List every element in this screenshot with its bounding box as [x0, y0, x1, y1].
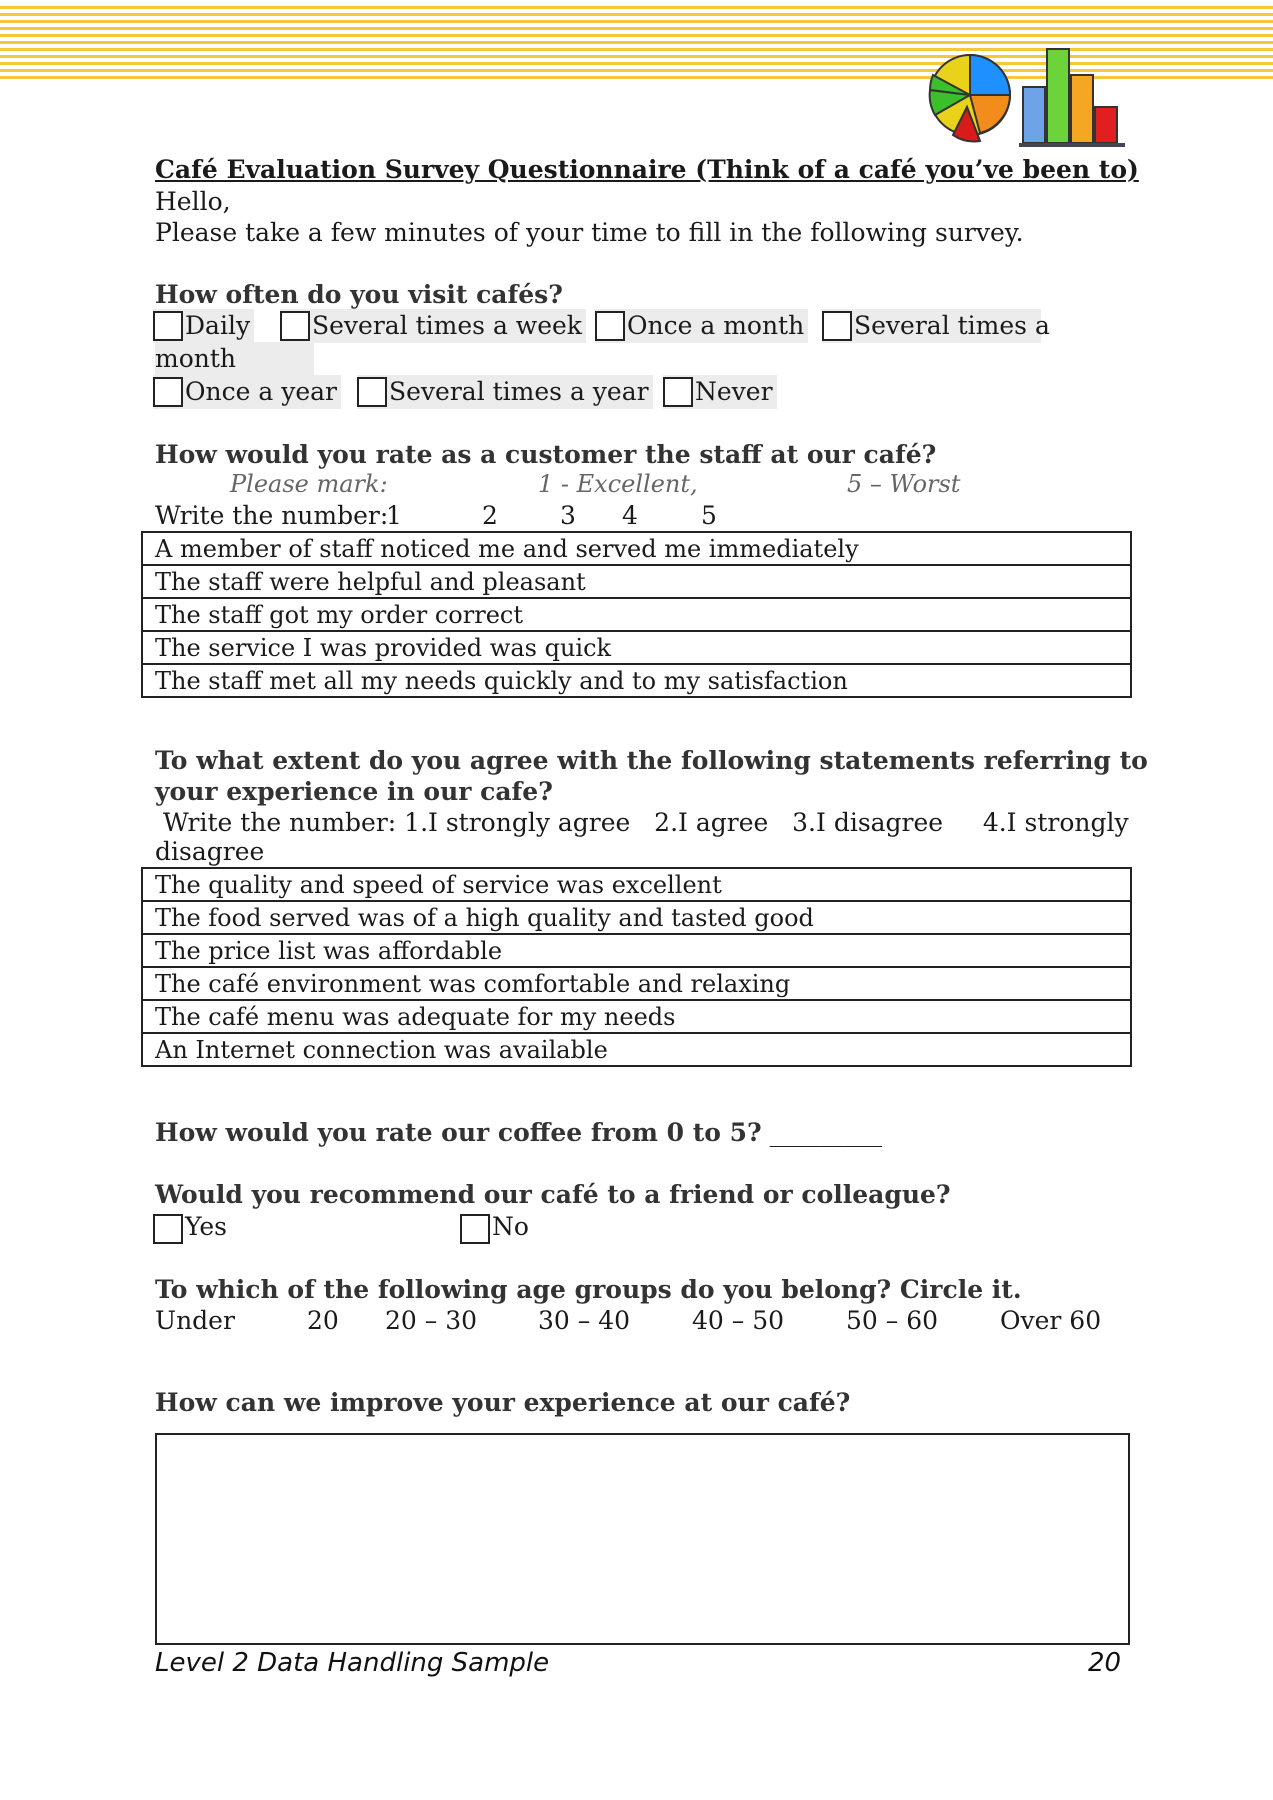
q2-mark-best: 1 - Excellent,: [538, 470, 698, 498]
q4-answer-blank[interactable]: _________: [769, 1118, 883, 1147]
q1-option-several-month-cont: [155, 342, 314, 376]
checkbox[interactable]: [280, 311, 310, 341]
q3-scale-line1: Write the number: 1.I strongly agree 2.I agree 3.I disagree 4.I strongly: [155, 808, 1129, 837]
option-label: Once a year: [185, 377, 337, 406]
checkbox[interactable]: [663, 377, 693, 407]
q3-question-line2: your experience in our cafe?: [155, 777, 553, 806]
checkbox[interactable]: [460, 1214, 490, 1244]
option-label: Once a month: [627, 311, 805, 340]
q6-question: To which of the following age groups do you belong? Circle it.: [155, 1275, 1022, 1304]
option-label: No: [492, 1212, 529, 1241]
age-group-over-60[interactable]: Over 60: [1000, 1306, 1102, 1335]
q7-question: How can we improve your experience at our café?: [155, 1388, 851, 1417]
q3-question-line1: To what extent do you agree with the following statements referring to: [155, 746, 1148, 775]
age-group-20[interactable]: 20: [307, 1306, 339, 1335]
q2-number-2: 2: [482, 501, 498, 530]
q2-rating-table: [141, 531, 1132, 698]
q1-option-once-month[interactable]: [595, 309, 808, 343]
q1-option-daily[interactable]: [153, 309, 254, 343]
table-row[interactable]: [142, 532, 1131, 565]
q2-number-4: 4: [622, 501, 638, 530]
age-group-50-60[interactable]: 50 – 60: [846, 1306, 939, 1335]
q1-option-several-month[interactable]: [822, 309, 1050, 343]
table-cell: The staff were helpful and pleasant: [142, 565, 1131, 598]
q4-line: [155, 1117, 882, 1148]
q1-option-several-year[interactable]: [357, 375, 653, 409]
table-cell: The price list was affordable: [142, 934, 1131, 967]
q2-question: How would you rate as a customer the staff at our café?: [155, 440, 937, 469]
table-cell: The service I was provided was quick: [142, 631, 1131, 664]
checkbox[interactable]: [595, 311, 625, 341]
option-label: Never: [695, 377, 773, 406]
footer-title: Level 2 Data Handling Sample: [155, 1648, 550, 1678]
q1-question: How often do you visit cafés?: [155, 280, 563, 309]
intro-text: Please take a few minutes of your time to fill in the following survey.: [155, 218, 1024, 247]
q4-question: How would you rate our coffee from 0 to 5?: [155, 1118, 762, 1147]
q3-agreement-table: [141, 867, 1132, 1067]
q3-scale-line2: disagree: [155, 837, 265, 866]
page-title: Café Evaluation Survey Questionnaire (Think of a café you’ve been to): [155, 155, 1139, 184]
table-row[interactable]: [142, 631, 1131, 664]
checkbox[interactable]: [357, 377, 387, 407]
table-cell: The café menu was adequate for my needs: [142, 1000, 1131, 1033]
table-cell: The staff got my order correct: [142, 598, 1131, 631]
q2-write-label: Write the number:: [155, 501, 389, 530]
option-label: Daily: [185, 311, 251, 340]
table-row[interactable]: [142, 901, 1131, 934]
age-group-30-40[interactable]: 30 – 40: [538, 1306, 631, 1335]
q5-question: Would you recommend our café to a friend or colleague?: [155, 1180, 951, 1209]
table-cell: The food served was of a high quality and tasted good: [142, 901, 1131, 934]
option-label: Several times a year: [389, 377, 649, 406]
improvement-answer-box[interactable]: [155, 1433, 1130, 1645]
table-row[interactable]: [142, 598, 1131, 631]
q5-option-no[interactable]: [460, 1210, 529, 1244]
q2-number-5: 5: [701, 501, 717, 530]
q2-mark-worst: 5 – Worst: [847, 470, 961, 498]
table-cell: A member of staff noticed me and served me immediately: [142, 532, 1131, 565]
q1-option-once-year[interactable]: [153, 375, 341, 409]
q1-option-never[interactable]: [663, 375, 777, 409]
table-cell: The staff met all my needs quickly and to my satisfaction: [142, 664, 1131, 697]
pie-and-bar-chart-icon: [925, 45, 1135, 155]
q2-mark-label: Please mark:: [230, 470, 388, 498]
table-cell: An Internet connection was available: [142, 1033, 1131, 1066]
option-label: Several times a: [854, 311, 1050, 340]
age-group-under[interactable]: Under: [155, 1306, 235, 1335]
table-row[interactable]: [142, 934, 1131, 967]
option-label: Several times a week: [312, 311, 582, 340]
table-row[interactable]: [142, 868, 1131, 901]
table-row[interactable]: [142, 1000, 1131, 1033]
age-group-20-30[interactable]: 20 – 30: [385, 1306, 478, 1335]
table-row[interactable]: [142, 664, 1131, 697]
q5-option-yes[interactable]: [153, 1210, 227, 1244]
checkbox[interactable]: [153, 311, 183, 341]
q1-option-several-week[interactable]: [280, 309, 586, 343]
table-row[interactable]: [142, 967, 1131, 1000]
greeting: Hello,: [155, 187, 231, 216]
checkbox[interactable]: [153, 1214, 183, 1244]
checkbox[interactable]: [153, 377, 183, 407]
table-cell: The café environment was comfortable and relaxing: [142, 967, 1131, 1000]
table-row[interactable]: [142, 1033, 1131, 1066]
q2-number-1: 1: [386, 501, 402, 530]
page-number: 20: [1088, 1648, 1122, 1678]
checkbox[interactable]: [822, 311, 852, 341]
table-cell: The quality and speed of service was excellent: [142, 868, 1131, 901]
option-label: month: [155, 344, 237, 373]
option-label: Yes: [185, 1212, 227, 1241]
age-group-40-50[interactable]: 40 – 50: [692, 1306, 785, 1335]
table-row[interactable]: [142, 565, 1131, 598]
q2-number-3: 3: [560, 501, 576, 530]
